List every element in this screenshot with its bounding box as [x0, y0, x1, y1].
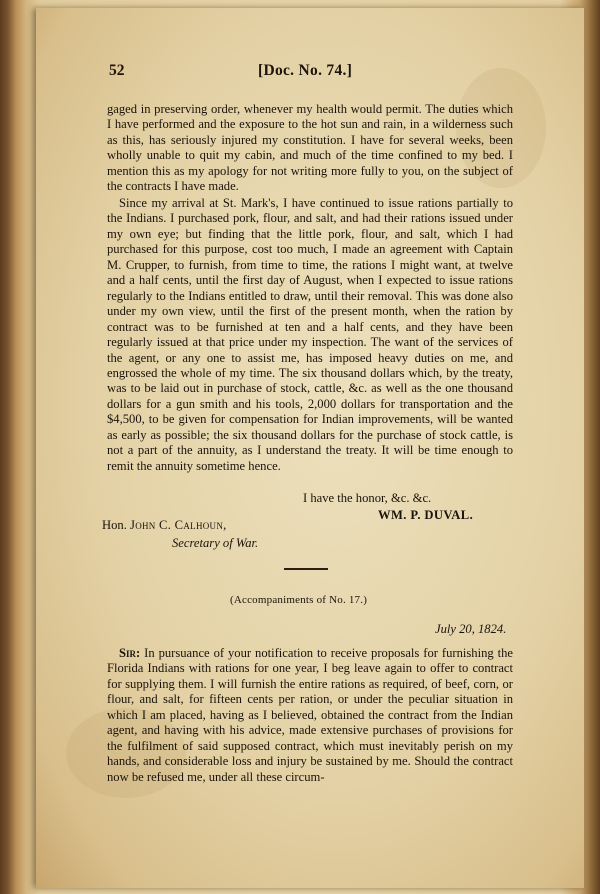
paragraph-text: gaged in preserving order, whenever my health would permit. The duties which I have performed and the exposure to the hot sun and rain, in a wilderness such as this, has seriously injured my constitution. I have for several weeks, been wholly unable to quit my cabin, and much of the time confined to my bed. I mention this as my apology for not writing more fully to you, on the subject of the contracts I have made. [107, 102, 513, 194]
paragraph-text: Since my arrival at St. Mark's, I have continued to issue rations partially to the Indians. I purchased pork, flour, and salt, and had their rations issued under my own eye; but finding that the little pork, flour, and salt, which I had purchased for this purpose, cost too much, I made an agreement with Captain M. Crupper, to furnish, from time to time, the rations I might want, at twelve and a half cents, until the first day of August, when I expected to issue rations regularly to the Indians entitled to draw, until their removal. This was done also under my own view, until the first of the present month, when the ration by contract was to be furnished at ten and a half cents, and they have been regularly issued at that price under my inspection. The want of the services of the agent, or any one to assist me, has imposed heavy duties on me, and engrossed the whole of my time. The six thousand dollars which, by the treaty, was to be laid out in purchase of stock, cattle, &c. as well as the one thousand dollars for a gun smith and his tools, 2,000 dollars for transportation and the $4,500, to be given for compensation for Indian improvements, will be wanted as early as possible; the six thousand dollars for the purchase of stock cattle, is not a part of the annuity, as I understand the treaty. It will be time enough to remit the annuity sometime hence. [107, 196, 513, 473]
letter-dateline [435, 622, 506, 637]
letter-paragraph-rations [107, 196, 513, 474]
addressee-title: Secretary of War. [172, 536, 259, 550]
addressee-prefix: Hon. [102, 518, 127, 532]
section-divider-rule [284, 568, 328, 570]
letter-date: July 20, 1824. [435, 622, 507, 636]
page-number: 52 [109, 62, 125, 79]
letter-closing: I have the honor, &c. &c. [303, 491, 432, 505]
letter-paragraph-proposal [107, 646, 513, 785]
letter-salutation: Sir: [119, 646, 141, 660]
letter-paragraph-continued [107, 102, 513, 195]
letter-signature: WM. P. DUVAL. [378, 508, 474, 522]
running-head: [Doc. No. 74.] [258, 62, 353, 79]
addressee-name: John C. Calhoun, [130, 518, 227, 532]
paragraph-text [107, 646, 513, 785]
addressee-line [102, 518, 227, 533]
section-heading: (Accompaniments of No. 17.) [230, 594, 368, 606]
page-header [0, 62, 600, 84]
paragraph-body: In pursuance of your notification to receive proposals for furnishing the Florida Indians with rations for one year, I beg leave again to offer to contract for supplying them. I will furnish the entire rations as required, of beef, corn, or flour, and salt, for fifteen cents per ration, or under the peculiar situation in which I am placed, having as I believed, obtained the contract from the Indian agent, and having with his advice, made extensive purchases of provisions for the fulfilment of said supposed contract, which must inevitably perish on my hands, and considerable loss and injury be sustained by me. Should the contract now be refused me, under all these circum- [107, 646, 513, 784]
